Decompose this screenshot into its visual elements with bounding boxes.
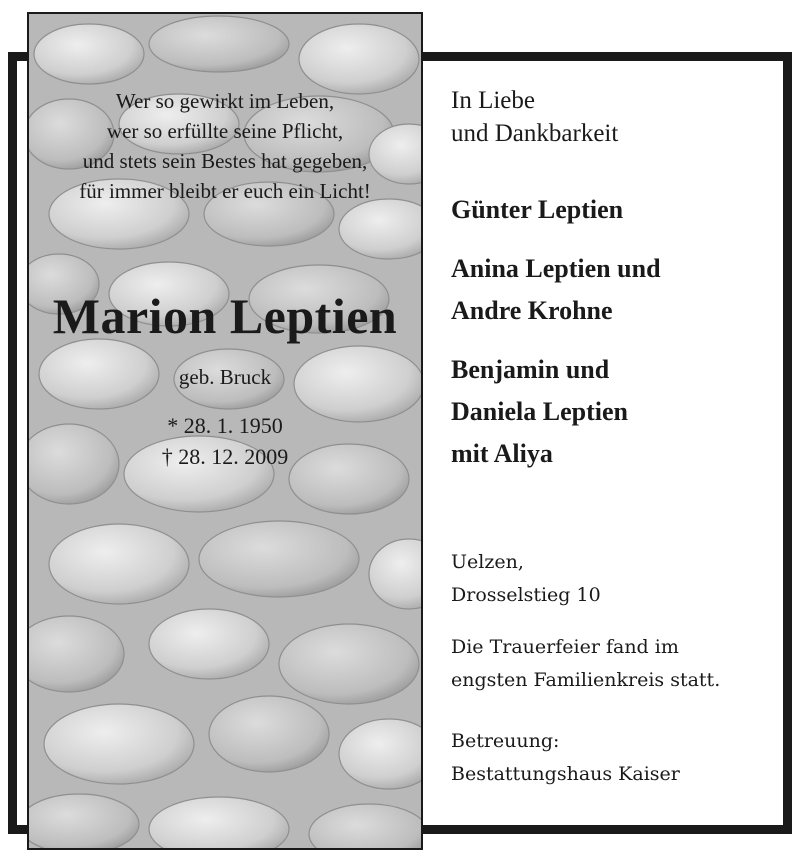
verse-line: und stets sein Bestes hat gegeben, [82,149,368,173]
address-line: Drosselstieg 10 [451,584,601,606]
mourner-line: Andre Krohne [451,296,613,325]
mourner-line: mit Aliya [451,439,553,468]
funeral-note [451,631,720,697]
verse-line: für immer bleibt er euch ein Licht! [79,179,371,203]
funeral-note-line: Die Trauerfeier fand im [451,636,679,658]
mourner-line: Anina Leptien und [451,254,661,283]
mourner-group [451,248,661,332]
birth-date: * 28. 1. 1950 [167,413,283,438]
mourner-line: Günter Leptien [451,195,624,224]
mourner-group [451,189,623,231]
life-dates [29,410,421,472]
death-date: † 28. 12. 2009 [161,444,289,469]
deceased-name: Marion Leptien [52,288,398,344]
dedication [451,84,771,150]
address-line: Uelzen, [451,551,524,573]
funeral-note-line: engsten Familienkreis statt. [451,669,721,691]
dedication-line: In Liebe [451,87,535,114]
stone-background-panel [27,12,423,850]
mourner-line: Benjamin und [451,355,610,384]
care-line: Betreuung: [451,730,560,752]
verse-line: Wer so gewirkt im Leben, [115,89,335,113]
mourner-line: Daniela Leptien [451,397,628,426]
birth-name: geb. Bruck [178,365,272,389]
verse [29,86,421,206]
mourner-group [451,349,628,475]
verse-line: wer so erfüllte seine Pflicht, [106,119,344,143]
dedication-line: und Dankbarkeit [451,120,619,147]
address [451,546,601,612]
care-line: Bestattungshaus Kaiser [451,763,680,785]
mourners-column [451,84,771,785]
funeral-care [451,725,680,791]
